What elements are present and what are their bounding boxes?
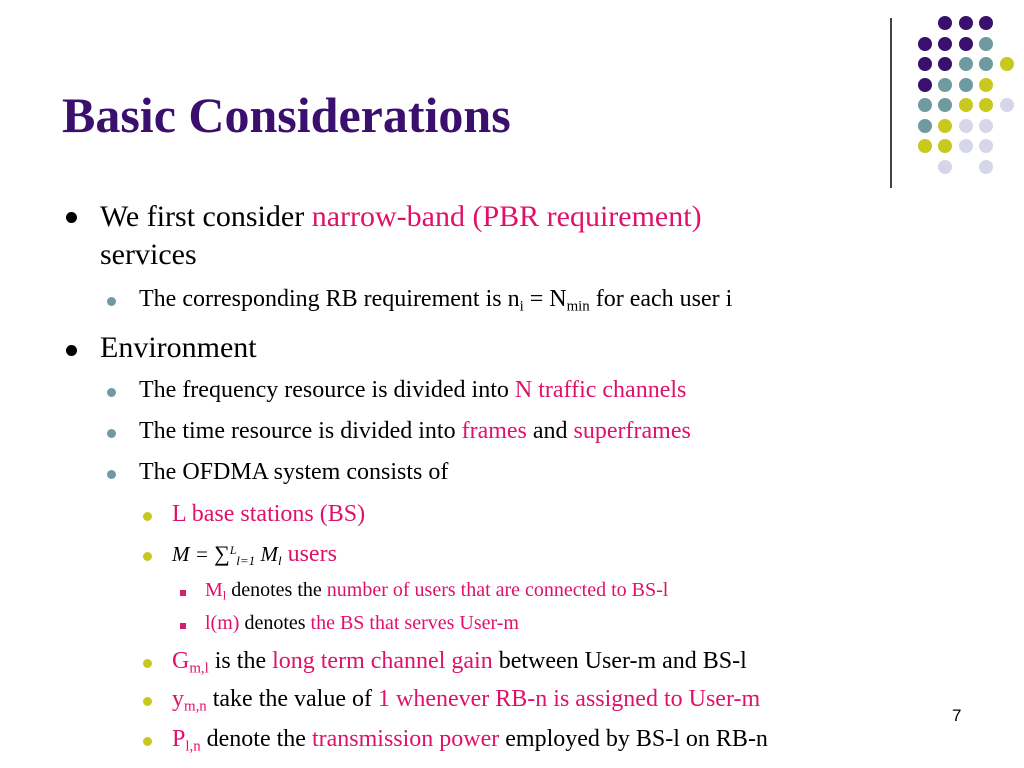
highlight-text: frames bbox=[461, 418, 527, 444]
bullet-dot bbox=[143, 659, 152, 668]
bullet-dot bbox=[143, 552, 152, 561]
bullet-rb-assignment: $y_{m,n}$ take the value of 1 whenever RB-n is assigned to User-m bbox=[172, 686, 761, 715]
bullet-dot bbox=[143, 512, 152, 521]
bullet-rb-requirement: The corresponding RB requirement is $n_i = N_{min}$ for each user i bbox=[139, 286, 733, 315]
bullet-transmission-power: $P_{l,n}$ denote the transmission power employed by BS-l on RB-n bbox=[172, 726, 768, 755]
highlight-text: N traffic channels bbox=[514, 377, 687, 403]
highlight-text: long term channel gain bbox=[272, 648, 493, 674]
bullet-frequency: The frequency resource is divided into N traffic channels bbox=[139, 377, 687, 403]
bullet-base-stations: L base stations (BS) bbox=[172, 501, 366, 527]
highlight-text: 1 whenever RB-n is assigned to User-m bbox=[378, 686, 761, 712]
bullet-dot bbox=[107, 297, 116, 306]
bullet-dot bbox=[66, 212, 77, 223]
bullet-channel-gain: $G_{m,l}$ is the long term channel gain between User-m and BS-l bbox=[172, 648, 747, 677]
bullet-time: The time resource is divided into frames and superframes bbox=[139, 418, 691, 444]
bullet-dot bbox=[143, 697, 152, 706]
highlight-text: transmission power bbox=[311, 726, 500, 752]
bullet-lm-definition: l(m) denotes the BS that serves User-m bbox=[205, 612, 519, 634]
bullet-users bbox=[172, 541, 337, 567]
bullet-ml-definition: $M_l$ denotes the number of users that are connected to BS-l bbox=[205, 579, 669, 603]
users-formula: M = ∑$^L_{l=1}$ $M_l$ bbox=[172, 541, 282, 568]
page-number: 7 bbox=[952, 706, 962, 725]
bullet-dot bbox=[107, 388, 116, 397]
slide-title: Basic Considerations bbox=[62, 87, 511, 143]
bullet-ofdma: The OFDMA system consists of bbox=[139, 459, 449, 485]
bullet-dot bbox=[143, 737, 152, 746]
highlight-text: number of users that are connected to BS-l bbox=[326, 579, 669, 601]
highlight-text: users bbox=[281, 541, 337, 567]
bullet-dot bbox=[107, 470, 116, 479]
bullet-dot bbox=[107, 429, 116, 438]
highlight-text: the BS that serves User-m bbox=[310, 612, 519, 634]
bullet-dot bbox=[66, 345, 77, 356]
highlight-text: superframes bbox=[573, 418, 691, 444]
highlight-text: narrow-band (PBR requirement) bbox=[311, 200, 702, 233]
bullet-narrowband: We first consider narrow-band (PBR requirement) bbox=[100, 200, 702, 233]
bullet-square bbox=[180, 623, 186, 629]
bullet-square bbox=[180, 590, 186, 596]
bullet-environment: Environment bbox=[100, 331, 257, 364]
bullet-narrowband-cont: services bbox=[100, 238, 197, 271]
